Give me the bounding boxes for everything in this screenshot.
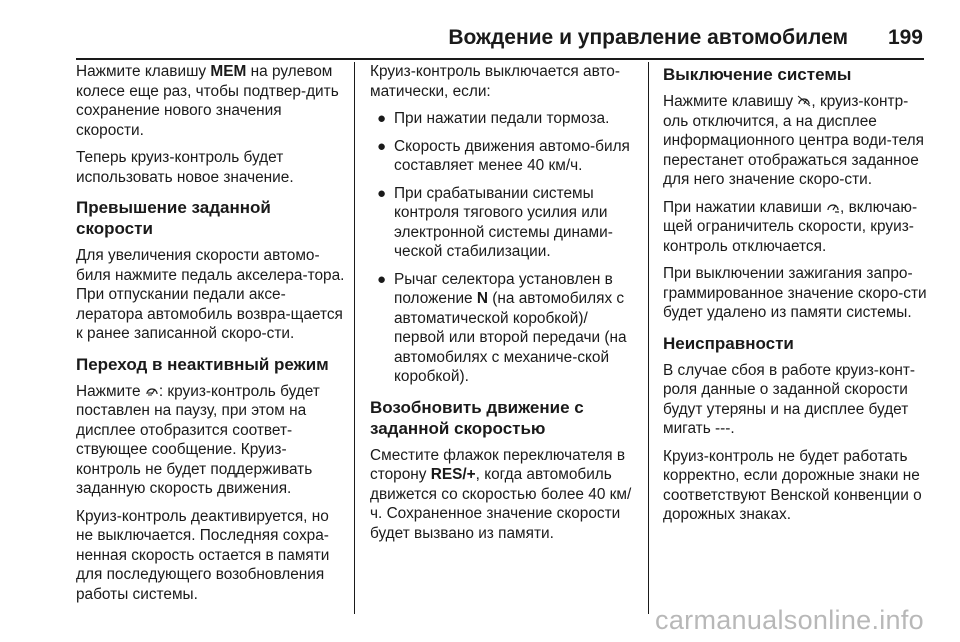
text: Скорость движения автомо-биля составляет менее 40 км/ч. <box>394 137 630 174</box>
text: При нажатии клавиши <box>663 198 827 216</box>
column-3 <box>663 62 928 533</box>
page-title: Вождение и управление автомобилем <box>448 26 848 49</box>
paragraph: Круиз-контроль выключается авто-матически, если: <box>370 63 620 100</box>
text: Нажмите <box>76 382 145 400</box>
section-heading: Переход в неактивный режим <box>76 354 329 374</box>
res-key-label: RES/+ <box>430 466 476 483</box>
paragraph: Круиз-контроль деактивируется, но не выключается. Последняя сохра-ненная скорость остается в памяти для последующего возобновления работы системы. <box>76 507 330 603</box>
cruise-off-icon <box>797 95 811 107</box>
list-item <box>370 137 640 176</box>
list-item <box>370 109 640 129</box>
column-divider <box>648 62 649 614</box>
cruise-pause-icon <box>145 385 159 397</box>
text: : круиз-контроль будет поставлен на паузу, при этом на дисплее отобразится соответ-ствующее сообщение. Круиз-контроль не будет поддерживать заданную скорость движения. <box>76 382 320 497</box>
paragraph <box>76 62 346 140</box>
text: на рулевом колесе еще раз, чтобы подтвер-дить сохранение нового значения скорости. <box>76 63 339 139</box>
text: Нажмите клавишу <box>663 93 798 110</box>
text: (на автомобилях с автоматической коробкой)/ первой или второй передачи (на автомобилях с механиче-ской коробкой). <box>394 290 627 385</box>
text: При срабатывании системы контроля тягового усилия или электронной системы динами-ческой стабилизации. <box>394 184 613 260</box>
text: При нажатии педали тормоза. <box>394 110 610 127</box>
page-header <box>0 0 960 56</box>
text: Нажмите клавишу <box>76 63 211 80</box>
bullet-icon: ● <box>377 184 387 202</box>
text: Рычаг селектора установлен в положение <box>394 270 613 307</box>
text: , включаю-щей ограничитель скорости, круиз-контроль отключается. <box>663 198 918 255</box>
section-heading: Превышение заданной скорости <box>76 198 271 238</box>
page-number: 199 <box>887 26 923 49</box>
bullet-icon: ● <box>377 270 387 288</box>
paragraph: Для увеличения скорости автомо-биля нажмите педаль акселера-тора. При отпускании педали аксе-лератора автомобиль возвра-щается к ранее записанной скоро-сти. <box>76 247 345 342</box>
column-2 <box>370 62 640 551</box>
list-item <box>370 184 640 262</box>
paragraph: Круиз-контроль не будет работать корректно, если дорожные знаки не соответствуют Венской конвенции о дорожных знаках. <box>663 447 922 523</box>
bullet-icon: ● <box>377 110 387 127</box>
bullet-icon: ● <box>377 137 387 155</box>
speed-limiter-icon <box>826 201 840 213</box>
list-item <box>370 270 640 387</box>
column-1 <box>76 62 346 612</box>
paragraph <box>663 198 928 257</box>
text: , круиз-контр-оль отключится, а на дисплее информационного центра води-теля перестанет отображаться заданное для него значение скоро-сти. <box>663 93 924 188</box>
section-heading: Неисправности <box>663 333 794 353</box>
paragraph <box>663 92 928 190</box>
section-heading: Возобновить движение с заданной скоростью <box>370 397 584 438</box>
text: , когда автомобиль движется со скоростью более 40 км/ч. Сохраненное значение скорости будет вызвано из памяти. <box>370 466 632 542</box>
column-divider <box>354 62 355 614</box>
paragraph <box>370 446 640 544</box>
paragraph: В случае сбоя в работе круиз-конт-роля данные о заданной скорости будут утеряны и на дисплее будет мигать ---. <box>663 361 916 437</box>
paragraph: Теперь круиз-контроль будет использовать новое значение. <box>76 149 294 186</box>
header-divider <box>76 58 924 60</box>
bullet-list <box>370 109 640 387</box>
gear-n-label: N <box>476 290 489 307</box>
watermark: carmanualsonline.info <box>655 605 924 635</box>
section-heading: Выключение системы <box>663 65 852 84</box>
text: Сместите флажок переключателя в сторону <box>370 446 626 483</box>
paragraph <box>76 382 346 499</box>
mem-key-label: MEM <box>210 63 247 80</box>
paragraph: При выключении зажигания запро-граммированное значение скоро-сти будет удалено из памяти системы. <box>663 265 927 321</box>
